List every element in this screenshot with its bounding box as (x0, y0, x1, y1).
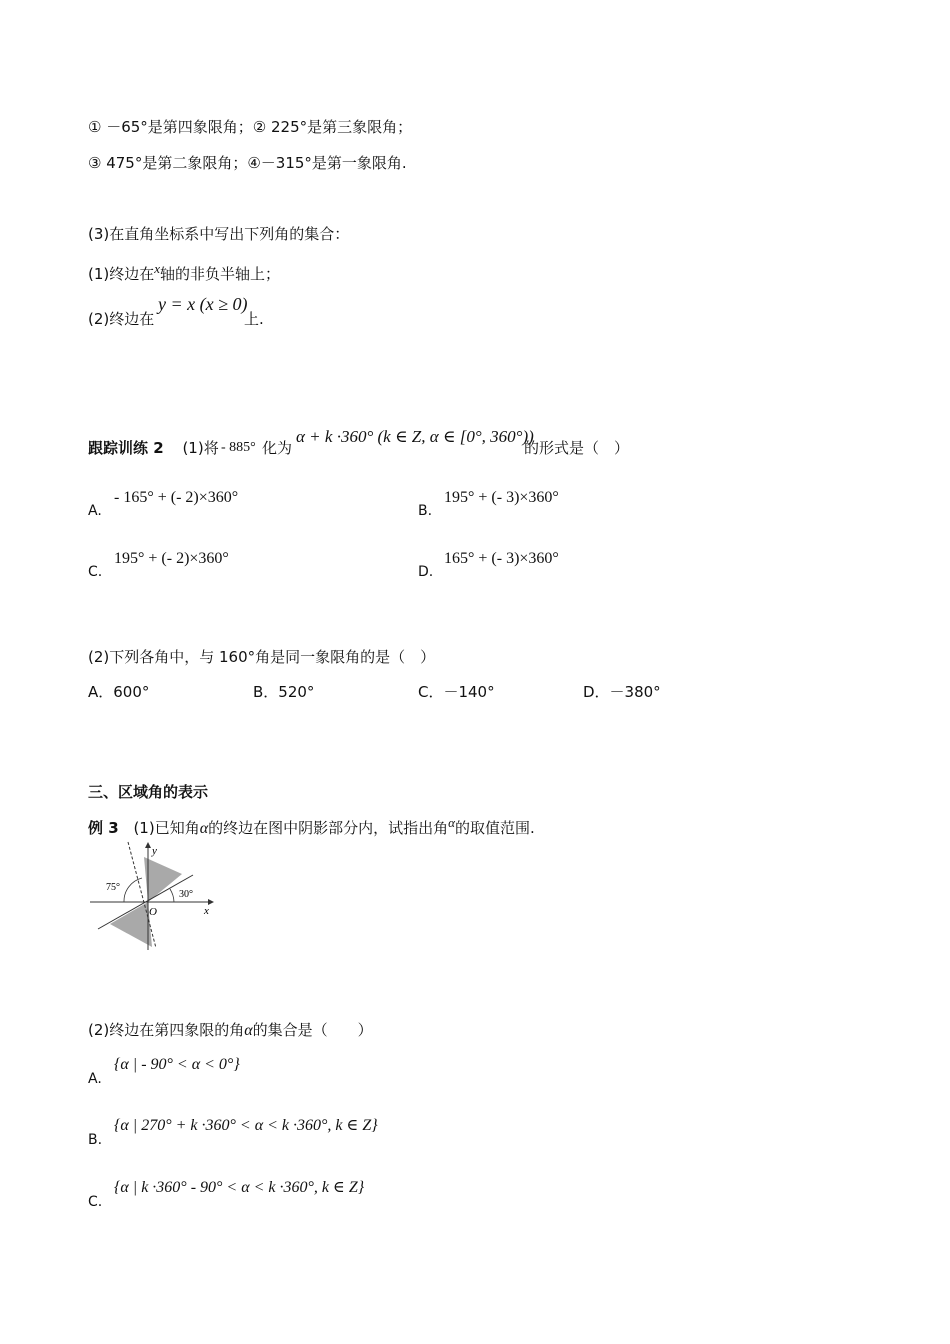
q2-option-c[interactable]: C．－140° (418, 683, 495, 701)
set-option-c-label[interactable]: C. (88, 1194, 103, 1210)
origin-label: O (149, 906, 157, 918)
practice2-title: 跟踪训练 2 (88, 439, 164, 457)
example3-question-2 (88, 1020, 373, 1041)
practice2-q1-formula: α + k ·360° (k ∈ Z, α ∈ [0°, 360°)) (296, 427, 534, 446)
set-option-c-expr[interactable]: {α | k ·360° - 90° < α < k ·360°, k ∈ Z} (114, 1179, 365, 1196)
example3-middle: 的终边在图中阴影部分内，试指出角 (208, 819, 449, 837)
set-option-b-expr[interactable]: {α | 270° + k ·360° < α < k ·360°, k ∈ Z} (114, 1117, 378, 1134)
example3-alpha: α (199, 820, 209, 837)
angle-label-30: 30° (179, 889, 193, 900)
x-axis-label: x (204, 905, 209, 917)
set-option-b-label[interactable]: B. (88, 1132, 103, 1148)
practice2-question-1 (88, 438, 219, 458)
shaded-region-upper (144, 857, 182, 902)
option-b-label[interactable]: B. (418, 503, 433, 519)
part3-q2-prefix: (2)终边在 (88, 310, 155, 328)
set-option-a-label[interactable]: A. (88, 1071, 102, 1087)
section3-heading: 三、区域角的表示 (88, 783, 209, 801)
example3-q2-suffix: 的集合是（ ） (252, 1021, 373, 1039)
example3-q2-prefix: (2)终边在第四象限的角 (88, 1021, 245, 1039)
option-d-expr[interactable]: 165° + (- 3)×360° (444, 550, 559, 567)
set-option-a-expr[interactable]: {α | - 90° < α < 0°} (114, 1056, 240, 1073)
q2-option-a[interactable]: A．600° (88, 683, 150, 701)
y-axis-label: y (152, 845, 157, 857)
option-c-label[interactable]: C. (88, 564, 103, 580)
option-d-label[interactable]: D. (418, 564, 434, 580)
option-c-expr[interactable]: 195° + (- 2)×360° (114, 550, 229, 567)
angle-arc-75 (124, 878, 142, 902)
option-b-expr[interactable]: 195° + (- 3)×360° (444, 489, 559, 506)
practice2-q1-prefix: (1)将 (182, 439, 219, 457)
practice2-question-2: (2)下列各角中，与 160°角是同一象限角的是（ ） (88, 648, 436, 666)
angle-arc-30 (170, 889, 174, 902)
example3-alpha-2: α (448, 815, 455, 830)
part3-q2-suffix: 上. (244, 310, 264, 328)
practice2-q1-middle: 化为 (262, 439, 293, 457)
part3-question-1 (88, 259, 280, 284)
y-axis-arrow-icon (145, 842, 151, 848)
example3-suffix: 的取值范围. (454, 819, 535, 837)
quadrant-statement-1: ① －65°是第四象限角；② 225°是第三象限角； (88, 118, 413, 136)
angle-label-75: 75° (106, 882, 120, 893)
part3-q1-suffix: 轴的非负半轴上； (160, 265, 281, 283)
part3-q2-formula: y = x (x ≥ 0) (158, 294, 248, 314)
shaded-region-lower (110, 902, 152, 947)
option-a-expr[interactable]: - 165° + (- 2)×360° (114, 489, 239, 506)
example3-text (88, 813, 535, 839)
x-axis-arrow-icon (208, 899, 214, 905)
part3-heading: (3)在直角坐标系中写出下列角的集合： (88, 225, 350, 243)
part3-q1-var: x (154, 261, 161, 276)
example3-label: 例 3 (88, 819, 119, 837)
practice2-q1-value: - 885° (221, 440, 256, 455)
quadrant-statement-2: ③ 475°是第二象限角；④－315°是第一象限角. (88, 154, 407, 172)
q2-option-b[interactable]: B．520° (253, 683, 315, 701)
example3-q2-alpha: α (244, 1022, 253, 1039)
option-a-label[interactable]: A. (88, 503, 102, 519)
practice2-q1-suffix: 的形式是（ ） (524, 439, 630, 457)
part3-q1-prefix: (1)终边在 (88, 265, 155, 283)
q2-option-d[interactable]: D．－380° (583, 683, 661, 701)
shaded-angle-figure (88, 840, 223, 950)
example3-prefix: (1)已知角 (133, 819, 200, 837)
